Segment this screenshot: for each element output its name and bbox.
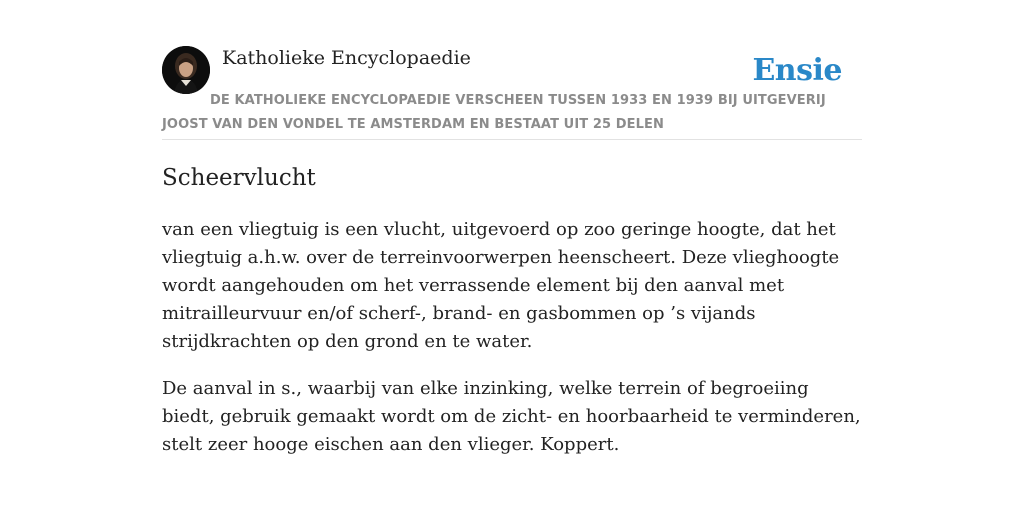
site-header — [162, 46, 862, 140]
portrait-icon — [162, 46, 210, 94]
site-name[interactable]: Katholieke Encyclopaedie — [222, 47, 471, 69]
site-description: DE KATHOLIEKE ENCYCLOPAEDIE VERSCHEEN TUSSEN 1933 EN 1939 BIJ UITGEVERIJ JOOST VAN DEN VONDEL TE AMSTERDAM EN BESTAAT UIT 25 DELEN — [162, 93, 826, 132]
brand-logo[interactable]: Ensie — [752, 53, 842, 88]
article-paragraph: van een vliegtuig is een vlucht, uitgevoerd op zoo geringe hoogte, dat het vliegtuig a.h.w. over de terreinvoorwerpen heenscheert. Deze vlieghoogte wordt aangehouden om het verrassende element bij den aanval met mitrailleurvuur en/of scherf-, brand- en gasbommen op ’s vijands strijdkrachten op den grond en te water. — [162, 219, 840, 352]
article-title: Scheervlucht — [162, 165, 316, 191]
article-body — [162, 216, 862, 478]
site-avatar[interactable] — [162, 46, 210, 94]
article-paragraph: De aanval in s., waarbij van elke inzinking, welke terrein of begroeiing biedt, gebruik gemaakt wordt om de zicht- en hoorbaarheid te verminderen, stelt zeer hooge eischen aan den vlieger. Koppert. — [162, 378, 861, 455]
